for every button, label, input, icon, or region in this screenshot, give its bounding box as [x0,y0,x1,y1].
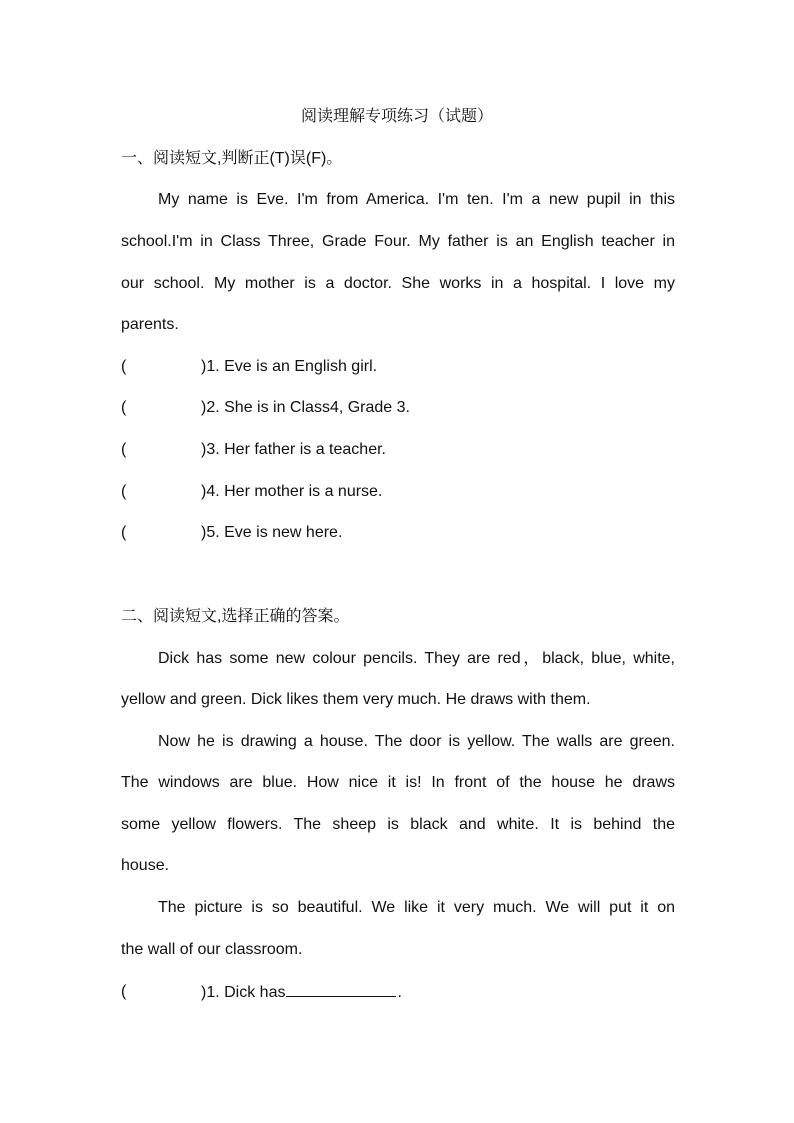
section2-passage-line-7: The picture is so beautiful. We like it very much. We will put it on [158,899,675,916]
section1-question-3 [0,440,794,460]
page-title: 阅读理解专项练习（试题） [300,108,493,125]
answer-paren[interactable]: ( [121,358,127,375]
answer-paren[interactable]: ( [121,524,127,541]
question-text-before: )1. Dick has [201,984,286,1001]
question-text-after: . [397,984,402,1001]
section2-passage-line-5: some yellow flowers. The sheep is black and white. It is behind the [121,816,675,833]
section1-question-4 [0,482,794,502]
section1-question-2 [0,398,794,418]
question-text: )4. Her mother is a nurse. [201,483,383,500]
section2-question-1 [0,982,794,1002]
section2-passage-line-4: The windows are blue. How nice it is! In front of the house he draws [121,774,675,791]
answer-paren[interactable]: ( [121,441,127,458]
question-text: )5. Eve is new here. [201,524,343,541]
section1-passage-line-3: our school. My mother is a doctor. She works in a hospital. I love my [121,275,675,292]
section2-passage-line-6: house. [121,857,170,874]
answer-blank[interactable] [286,982,396,997]
question-text: )1. Eve is an English girl. [201,358,378,375]
question-text [201,982,402,1003]
question-text: )2. She is in Class4, Grade 3. [201,399,410,416]
answer-paren[interactable]: ( [121,483,127,500]
section1-question-5 [0,523,794,543]
section1-passage-line-4: parents. [121,316,179,333]
section2-passage-line-1: Dick has some new colour pencils. They are red，black, blue, white, [158,650,675,667]
section2-heading: 二、阅读短文,选择正确的答案。 [121,608,350,625]
question-text: )3. Her father is a teacher. [201,441,386,458]
section2-passage-line-3: Now he is drawing a house. The door is yellow. The walls are green. [158,733,675,750]
section1-passage-line-2: school.I'm in Class Three, Grade Four. My father is an English teacher in [121,233,675,250]
section2-passage-line-8: the wall of our classroom. [121,941,303,958]
answer-paren[interactable]: ( [121,983,127,1000]
section1-heading: 一、阅读短文,判断正(T)误(F)。 [121,150,343,167]
section2-passage-line-2: yellow and green. Dick likes them very much. He draws with them. [121,691,591,708]
answer-paren[interactable]: ( [121,399,127,416]
section1-passage-line-1: My name is Eve. I'm from America. I'm ten. I'm a new pupil in this [158,191,675,208]
section1-question-1 [0,357,794,377]
